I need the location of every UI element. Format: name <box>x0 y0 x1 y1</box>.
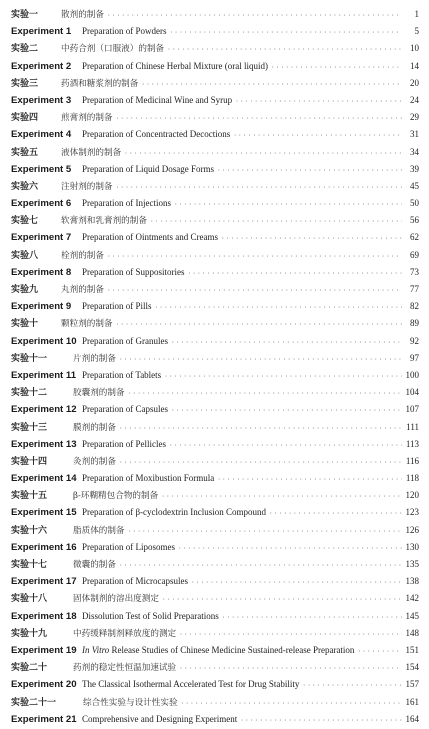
dot-leader <box>116 110 402 126</box>
page-number: 29 <box>410 112 419 123</box>
entry-title: 片剂的制备 <box>73 353 116 364</box>
toc-entry-chinese[interactable] <box>11 109 419 126</box>
toc-entry-english[interactable] <box>11 126 419 143</box>
entry-label: 实验二十 <box>11 663 48 674</box>
table-of-contents <box>11 6 419 728</box>
toc-entry-chinese[interactable] <box>11 659 419 676</box>
entry-label: 实验十五 <box>11 491 48 502</box>
entry-label: 实验八 <box>11 250 39 261</box>
entry-title: Preparation of Liquid Dosage Forms <box>82 163 214 174</box>
entry-label: 实验二十一 <box>11 697 57 708</box>
entry-title: 灸剂的制备 <box>73 456 116 467</box>
page-number: 14 <box>410 60 419 71</box>
dot-leader <box>217 162 402 178</box>
entry-title: 液体制剂的制备 <box>61 147 122 158</box>
entry-title: Preparation of Liposomes <box>82 541 175 552</box>
toc-entry-chinese[interactable] <box>11 522 419 539</box>
toc-entry-chinese[interactable] <box>11 350 419 367</box>
entry-title: Dissolution Test of Solid Preparations <box>82 610 219 621</box>
page-number: 39 <box>410 163 419 174</box>
entry-title: Preparation of Tablets <box>82 369 162 380</box>
entry-label: Experiment 9 <box>11 301 72 313</box>
page-number: 100 <box>405 369 419 380</box>
entry-label: 实验二 <box>11 44 39 55</box>
entry-label: Experiment 2 <box>11 60 72 72</box>
dot-leader <box>181 695 402 711</box>
toc-entry-chinese[interactable] <box>11 281 419 298</box>
page-number: 151 <box>405 644 419 655</box>
dot-leader <box>164 368 402 384</box>
dot-leader <box>107 7 402 23</box>
entry-label: Experiment 3 <box>11 94 72 106</box>
toc-entry-english[interactable] <box>11 608 419 625</box>
page-number: 24 <box>410 94 419 105</box>
page-number: 104 <box>405 387 419 398</box>
page-number: 73 <box>410 266 419 277</box>
entry-label: 实验三 <box>11 78 39 89</box>
entry-title: 注射剂的制备 <box>61 181 113 192</box>
entry-label: Experiment 15 <box>11 507 77 519</box>
entry-label: Experiment 14 <box>11 473 77 485</box>
entry-title: Preparation of Suppositories <box>82 266 185 277</box>
dot-leader <box>116 179 402 195</box>
entry-title: 胶囊剂的制备 <box>73 388 125 399</box>
dot-leader <box>188 265 403 281</box>
page-number: 145 <box>405 610 419 621</box>
entry-title: 中药合剂（口服液）的制备 <box>61 44 165 55</box>
entry-label: Experiment 1 <box>11 26 72 38</box>
entry-label: 实验十七 <box>11 560 48 570</box>
toc-entry-chinese[interactable] <box>11 75 419 92</box>
page-number: 118 <box>405 473 419 484</box>
page-number: 120 <box>405 490 419 501</box>
entry-label: 实验十九 <box>11 628 48 639</box>
entry-title: 药酒和糖浆剂的制备 <box>61 78 139 89</box>
entry-title: Preparation of Injections <box>82 198 171 209</box>
toc-entry-english[interactable] <box>11 676 419 693</box>
entry-label: 实验五 <box>11 147 39 158</box>
page-number: 135 <box>405 559 419 569</box>
entry-title: Comprehensive and Designing Experiment <box>82 713 238 724</box>
entry-label: Experiment 13 <box>11 438 77 450</box>
toc-entry-english[interactable] <box>11 642 419 659</box>
page-number: 69 <box>410 249 419 260</box>
toc-entry-english[interactable] <box>11 23 419 40</box>
entry-title: β-环糊精包合物的制备 <box>73 491 159 502</box>
entry-label: Experiment 5 <box>11 163 72 175</box>
toc-entry-chinese[interactable] <box>11 315 419 332</box>
toc-entry-chinese[interactable] <box>11 144 419 161</box>
toc-entry-english[interactable] <box>11 573 419 590</box>
dot-leader <box>191 574 402 590</box>
page-number: 148 <box>405 627 419 638</box>
toc-entry-chinese[interactable] <box>11 625 419 642</box>
entry-title: Preparation of Microcapsules <box>82 576 188 587</box>
entry-label: 实验十一 <box>11 353 48 364</box>
page-number: 1 <box>414 9 419 19</box>
toc-entry-chinese[interactable] <box>11 487 419 504</box>
dot-leader <box>178 540 402 556</box>
page-number: 126 <box>405 524 419 535</box>
toc-entry-chinese[interactable] <box>11 384 419 401</box>
page-number: 97 <box>410 352 419 363</box>
dot-leader <box>221 230 402 246</box>
entry-title: Preparation of Medicinal Wine and Syrup <box>82 94 233 105</box>
entry-label: 实验十六 <box>11 525 48 536</box>
page-number: 20 <box>410 77 419 88</box>
dot-leader <box>240 712 402 728</box>
toc-entry-english[interactable] <box>11 264 419 281</box>
entry-title: Preparation of Capsules <box>82 404 168 415</box>
dot-leader <box>119 454 402 470</box>
dot-leader <box>162 591 402 607</box>
entry-label: 实验十八 <box>11 594 48 605</box>
entry-title: 散剂的制备 <box>61 10 104 20</box>
entry-title: 中药缓释制剂释放度的测定 <box>73 628 177 639</box>
entry-title: 脂质体的制备 <box>73 525 125 536</box>
entry-title: Preparation of Chinese Herbal Mixture (oral liquid) <box>82 60 268 71</box>
page-number: 130 <box>405 541 419 552</box>
toc-entry-english[interactable] <box>11 367 419 384</box>
page-number: 77 <box>410 284 419 294</box>
entry-title: Preparation of Concentracted Decoctions <box>82 129 231 140</box>
dot-leader <box>107 248 402 264</box>
entry-label: Experiment 7 <box>11 232 72 244</box>
entry-title: Preparation of Ointments and Creams <box>82 232 218 243</box>
dot-leader <box>171 334 402 350</box>
dot-leader <box>119 351 402 367</box>
page-number: 50 <box>410 198 419 209</box>
page-number: 123 <box>405 507 419 518</box>
entry-title: 煎膏剂的制备 <box>61 113 113 124</box>
page-number: 107 <box>405 404 419 415</box>
dot-leader <box>302 677 402 693</box>
entry-title: Preparation of Powders <box>82 26 167 37</box>
dot-leader <box>171 402 402 418</box>
entry-title: 综合性实验与设计性实验 <box>83 697 178 708</box>
dot-leader <box>271 59 402 75</box>
page-number: 56 <box>410 215 419 226</box>
page-number: 10 <box>410 43 419 54</box>
entry-title: Preparation of Pills <box>82 301 152 312</box>
dot-leader <box>269 505 402 521</box>
entry-label: Experiment 10 <box>11 335 77 347</box>
entry-label: Experiment 16 <box>11 541 77 553</box>
entry-label: Experiment 19 <box>11 644 77 656</box>
page-number: 164 <box>405 713 419 724</box>
toc-entry-chinese[interactable] <box>11 694 419 711</box>
page-number: 5 <box>414 26 419 37</box>
toc-entry-chinese[interactable] <box>11 556 419 573</box>
toc-entry-chinese[interactable] <box>11 178 419 195</box>
page-number: 113 <box>405 438 419 449</box>
entry-label: 实验一 <box>11 10 39 20</box>
toc-entry-english[interactable] <box>11 161 419 178</box>
dot-leader <box>150 213 402 229</box>
toc-entry-chinese[interactable] <box>11 40 419 57</box>
dot-leader <box>174 196 402 212</box>
entry-title: Preparation of β-cyclodextrin Inclusion Compound <box>82 507 267 518</box>
entry-title: 膜剂的制备 <box>73 422 116 433</box>
entry-label: 实验六 <box>11 181 39 192</box>
entry-title: Preparation of Moxibustion Formula <box>82 473 215 484</box>
toc-entry-english[interactable] <box>11 711 419 728</box>
entry-label: Experiment 8 <box>11 266 72 278</box>
dot-leader <box>119 557 402 573</box>
entry-title: 颗粒剂的制备 <box>61 319 113 330</box>
page-number: 34 <box>410 146 419 157</box>
dot-leader <box>107 282 402 298</box>
dot-leader <box>222 609 402 625</box>
page-number: 111 <box>406 421 419 432</box>
entry-title: 软膏剂和乳膏剂的制备 <box>61 216 147 227</box>
dot-leader <box>179 660 402 676</box>
entry-title: 药剂的稳定性恒温加速试验 <box>73 663 177 674</box>
entry-label: Experiment 20 <box>11 679 77 691</box>
page-number: 89 <box>410 318 419 329</box>
toc-entry-english[interactable] <box>11 401 419 418</box>
dot-leader <box>235 93 402 109</box>
entry-title: 微囊的制备 <box>73 560 116 570</box>
toc-entry-chinese[interactable] <box>11 419 419 436</box>
entry-label: Experiment 4 <box>11 129 72 141</box>
page-number: 92 <box>410 335 419 346</box>
page-number: 161 <box>405 696 419 707</box>
dot-leader <box>169 437 402 453</box>
toc-entry-english[interactable] <box>11 470 419 487</box>
toc-entry-english[interactable] <box>11 58 419 75</box>
toc-entry-english[interactable] <box>11 539 419 556</box>
toc-entry-english[interactable] <box>11 504 419 521</box>
entry-label: 实验十三 <box>11 422 48 433</box>
entry-label: 实验九 <box>11 285 39 295</box>
dot-leader <box>179 626 402 642</box>
page-number: 142 <box>405 593 419 604</box>
toc-entry-english[interactable] <box>11 298 419 315</box>
entry-label: 实验四 <box>11 113 39 124</box>
entry-label: Experiment 6 <box>11 198 72 210</box>
entry-title: The Classical Isothermal Accelerated Test for Drug Stability <box>82 679 300 690</box>
entry-title: In Vitro Release Studies of Chinese Medicine Sustained-release Preparation <box>82 644 355 655</box>
entry-label: 实验十二 <box>11 388 48 399</box>
dot-leader <box>128 385 402 401</box>
page-number: 62 <box>410 232 419 243</box>
dot-leader <box>119 420 402 436</box>
entry-title: 固体制剂的溶出度测定 <box>73 594 159 605</box>
toc-entry-english[interactable] <box>11 229 419 246</box>
dot-leader <box>167 41 402 57</box>
entry-label: Experiment 17 <box>11 576 77 588</box>
page-number: 82 <box>410 301 419 312</box>
entry-label: Experiment 21 <box>11 713 77 725</box>
entry-title: Preparation of Granules <box>82 335 168 346</box>
dot-leader <box>128 523 402 539</box>
toc-entry-chinese[interactable] <box>11 212 419 229</box>
toc-entry-chinese[interactable] <box>11 453 419 470</box>
entry-label: 实验十四 <box>11 456 48 467</box>
dot-leader <box>217 471 402 487</box>
page-number: 116 <box>405 455 419 466</box>
entry-title: Preparation of Pellicles <box>82 438 166 449</box>
page-number: 45 <box>410 180 419 191</box>
page-number: 157 <box>405 679 419 690</box>
page-number: 31 <box>410 129 419 140</box>
dot-leader <box>141 76 402 92</box>
entry-label: Experiment 11 <box>11 369 77 381</box>
entry-label: Experiment 18 <box>11 610 77 622</box>
dot-leader <box>357 643 402 659</box>
dot-leader <box>161 488 402 504</box>
entry-label: 实验十 <box>11 319 39 330</box>
toc-entry-english[interactable] <box>11 333 419 350</box>
dot-leader <box>169 24 402 40</box>
page-number: 154 <box>405 662 419 673</box>
dot-leader <box>116 316 402 332</box>
entry-label: 实验七 <box>11 216 39 227</box>
entry-title: 栓剂的制备 <box>61 250 104 261</box>
dot-leader <box>155 299 403 315</box>
toc-entry-chinese[interactable] <box>11 6 419 23</box>
entry-label: Experiment 12 <box>11 404 77 416</box>
dot-leader <box>233 127 402 143</box>
toc-entry-chinese[interactable] <box>11 247 419 264</box>
toc-entry-english[interactable] <box>11 92 419 109</box>
dot-leader <box>124 145 402 161</box>
toc-entry-english[interactable] <box>11 195 419 212</box>
page-number: 138 <box>405 576 419 587</box>
toc-entry-chinese[interactable] <box>11 590 419 607</box>
toc-entry-english[interactable] <box>11 436 419 453</box>
entry-title: 丸剂的制备 <box>61 285 104 295</box>
